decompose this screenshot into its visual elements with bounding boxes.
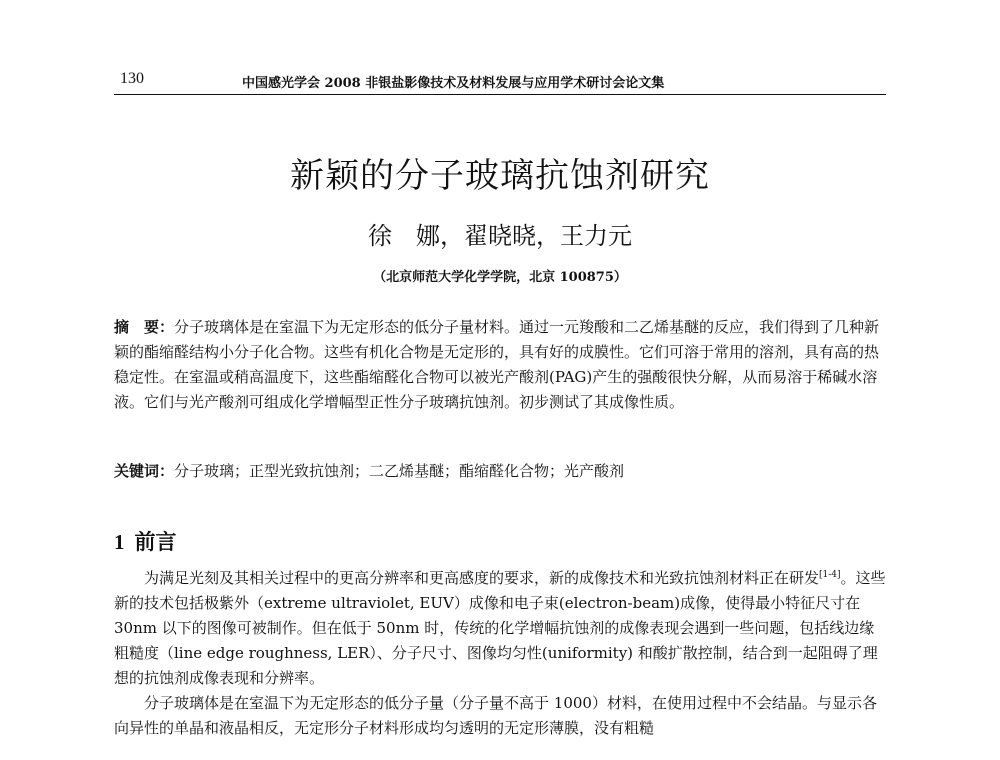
keywords-text: 分子玻璃；正型光致抗蚀剂；二乙烯基醚；酯缩醛化合物；光产酸剂 xyxy=(174,462,625,480)
keywords-label: 关键词： xyxy=(114,462,175,480)
body-paragraph xyxy=(114,566,886,691)
keywords xyxy=(114,459,886,484)
section-heading-introduction xyxy=(114,526,177,556)
author-affiliation: （北京师范大学化学学院，北京 100875） xyxy=(373,270,627,285)
abstract xyxy=(114,315,886,415)
abstract-label: 摘 要： xyxy=(114,318,175,336)
section-number: 1 xyxy=(114,530,125,554)
citation-reference: [1-4] xyxy=(819,570,841,580)
running-header xyxy=(114,66,886,95)
section-title: 前言 xyxy=(134,529,177,554)
paper-title: 新颖的分子玻璃抗蚀剂研究 xyxy=(290,156,710,196)
page-number: 130 xyxy=(120,70,144,87)
body-paragraph: 分子玻璃体是在室温下为无定形态的低分子量（分子量不高于 1000）材料，在使用过程中不会结晶。与显示各向异性的单晶和液晶相反，无定形分子材料形成均匀透明的无定形薄膜，没有粗糙 xyxy=(114,694,877,737)
author-list: 徐 娜，翟晓晓，王力元 xyxy=(368,222,632,250)
abstract-text: 分子玻璃体是在室温下为无定形态的低分子量材料。通过一元羧酸和二乙烯基醚的反应，我们得到了几种新颖的酯缩醛结构小分子化合物。这些有机化合物是无定形的，具有好的成膜性。它们可溶于常用的溶剂，具有高的热稳定性。在室温或稍高温度下，这些酯缩醛化合物可以被光产酸剂(PAG)产生的强酸很快分解，从而易溶于稀碱水溶液。它们与光产酸剂可组成化学增幅型正性分子玻璃抗蚀剂。初步测试了其成像性质。 xyxy=(114,318,880,411)
proceedings-title: 中国感光学会 2008 非银盐影像技术及材料发展与应用学术研讨会论文集 xyxy=(242,76,665,91)
paragraph-text: 。这些新的技术包括极紫外（extreme ultraviolet, EUV）成像和电子束(electron-beam)成像，使得最小特征尺寸在 30nm 以下的图像可被制作。但在低于 50nm 时，传统的化学增幅抗蚀剂的成像表现会遇到一些问题，包括线边缘粗糙度（line edge roughness, LER）、分子尺寸、图像均匀性(uniformity) 和酸扩散控制，结合到一起阻碍了理想的抗蚀剂成像表现和分辨率。 xyxy=(114,569,886,687)
section-body xyxy=(114,566,886,741)
paragraph-text: 为满足光刻及其相关过程中的更高分辨率和更高感度的要求，新的成像技术和光致抗蚀剂材料正在研发 xyxy=(144,569,820,587)
